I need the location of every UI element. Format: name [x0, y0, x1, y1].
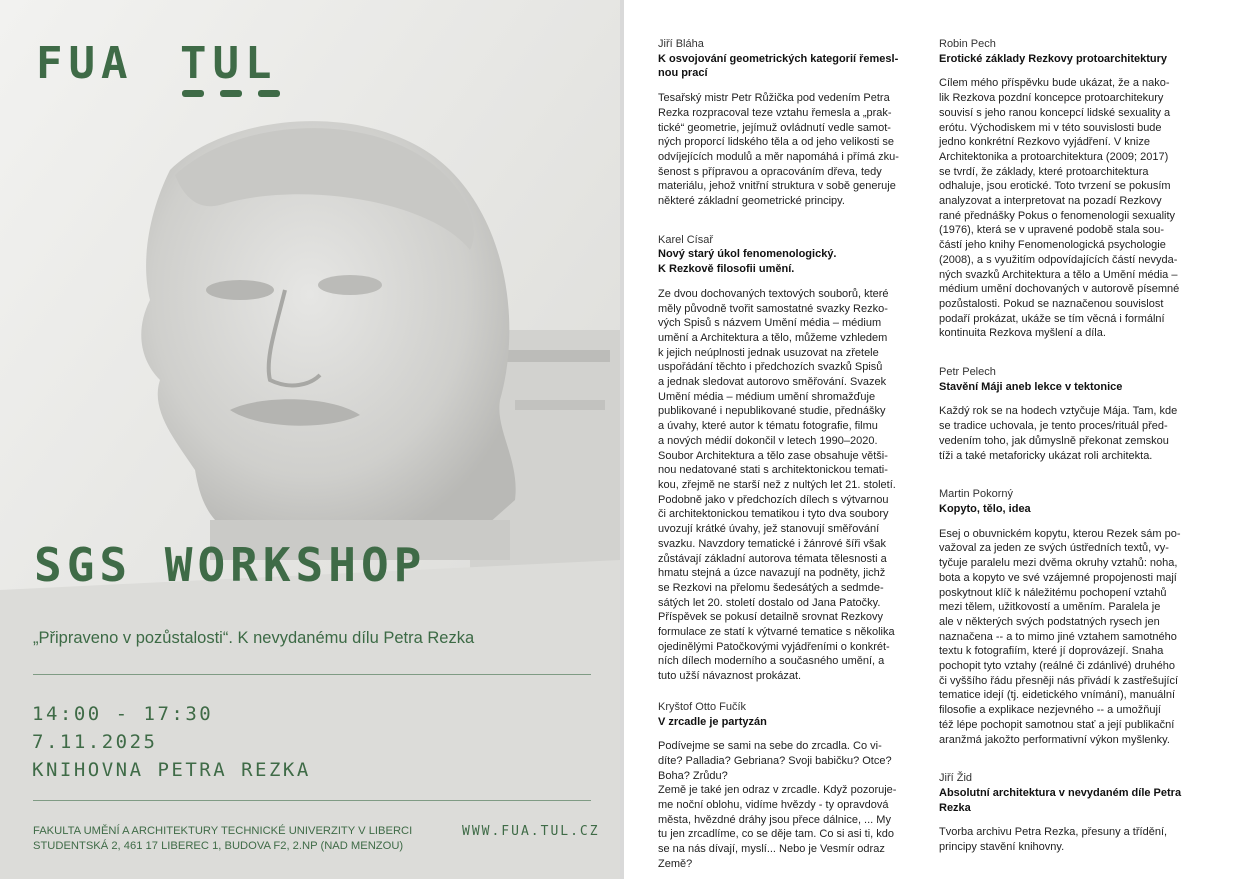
program-column-1: [658, 37, 930, 879]
workshop-subtitle: „Připraveno v pozůstalosti“. K nevydanému dílu Petra Rezka: [33, 629, 475, 647]
talk-abstract: Ze dvou dochovaných textových souborů, které měly původně tvořit samostatné svazky Rezko- vých Spisů s názvem Umění média – médium umění a Architektura a tělo, můžeme vzhledem k jejich neúplnosti jednak usuzovat na zřetele uspořádání těchto i předchozích svazků Spisů a jednak sledovat autorovo směřování. Svazek Umění média – médium umění shromažďuje publikované i nepublikované studie, přednášky a úvahy, které autor k tématu fotografie, filmu a nových médií dokončil v letech 1990–2020. Soubor Architektura a tělo zase obsahuje větši- nou nedatované stati s architektonickou temati- kou, zřejmě ne starší než z nultých let 21. století. Podobně jako v předchozích dílech s výtvarnou či architektonickou tematikou i tyto dva soubory uvozují krátké úvahy, jež stanovují směřování svazku. Navzdory tematické i žánrové šíři však zůstávají základní autorova témata tělesnosti a hmatu stejná a úzce navazují na podněty, jichž se Rezkovi na přelomu šedesátých a sedmde- sátých let 20. století dostalo od Jana Patočky. Příspěvek se pokusí detailně srovnat Rezkovy formulace ze statí k výtvarné tematice s několika ojedinělými Patočkovými vyjádřeními o konkrét- ních dílech moderního a současného umění, a tuto užší návaznost prokázat.: [658, 287, 896, 683]
talk-abstract: Tvorba archivu Petra Rezka, přesuny a třídění, principy stavění knihovny.: [939, 826, 1168, 854]
talk-abstract: Esej o obuvnickém kopytu, kterou Rezek sám po- važoval za jeden ze svých ústředních textů, vy- tyčuje paralelu mezi dvěma okruhy vztahů: noha, bota a kopyto ve své vzájemné propojenosti mají poskytnout klíč k náležitému pochopení vztahů mezi tělem, užitkovostí a uměním. Paralela je ale v některých svých podstatných rysech jen naznačena -- a to mimo jiné vztahem samotného textu k fotografiím, které jí doprovázejí. Snaha pochopit tyto vztahy (reálné či zdánlivé) druhého či vyššího řádu přesněji nás přivádí k zastřešující tematice idejí (tj. eidetického vnímání), manuální filosofie a explikace nezjevného -- a umožňují též lépe pochopit samotnou stať a její publikační aranžmá jakožto performativní výkon myšlenky.: [939, 527, 1181, 746]
logo-tul-text: TUL: [179, 38, 278, 89]
address-line-2: STUDENTSKÁ 2, 461 17 LIBEREC 1, BUDOVA F2, 2.NP (NAD MENZOU): [33, 840, 404, 852]
talk-author: Karel Císař: [658, 233, 714, 246]
event-venue: KNIHOVNA PETRA REZKA: [32, 759, 311, 781]
talk-title: Absolutní architektura v nevydaném díle Petra Rezka: [939, 786, 1182, 814]
talk-title: Erotické základy Rezkovy protoarchitektury: [939, 52, 1168, 65]
talk-title: Nový starý úkol fenomenologický. K Rezkově filosofii umění.: [658, 248, 837, 276]
talk-author: Jiří Žid: [939, 772, 972, 785]
talk-abstract: Tesařský mistr Petr Růžička pod vedením Petra Rezka rozpracoval teze vztahu řemesla a „prak- tické“ geometrie, jejímuž ovládnutí vedle samot- ných proporcí lidského těla a od jeho velikosti se odvíjejících modulů a měr napomáhá i přímá zku- šenost s přípravou a opracováním dřeva, tedy materiálu, jehož vnitřní struktura v sobě generuje některé základní geometrické principy.: [658, 92, 899, 208]
program-column-2: [939, 37, 1211, 871]
website-link[interactable]: WWW.FUA.TUL.CZ: [462, 824, 600, 839]
fua-tul-logo: [36, 38, 277, 98]
logo-fua: FUA: [36, 38, 134, 89]
event-info: [32, 700, 311, 784]
talk-entry: [658, 37, 930, 209]
talk-entry: [939, 365, 1211, 463]
talk-title: V zrcadle je partyzán: [658, 715, 767, 728]
talk-title: Kopyto, tělo, idea: [939, 502, 1031, 515]
talk-abstract: Cílem mého příspěvku bude ukázat, že a nako- lik Rezkova pozdní koncepce protoarchitekury souvisí s jeho ranou koncepcí lidské sexuality a erótu. Východiskem mi v této souvislosti bude jedno konkrétní Rezkovo vyjádření. V knize Architektonika a protoarchitektura (2009; 2017) se tvrdí, že základy, které protoarchitektura odhaluje, jsou erotické. Toto tvrzení se pokusím analyzovat a interpretovat na pozadí Rezkovy rané přednášky Pokus o fenomenologii sexuality (1976), která se v upravené podobě stala sou- částí jeho knihy Fenomenologická psychologie (2008), a s využitím odpovídajících částí nevyda- ných svazků Architektura a tělo a Umění média – médium umění dochovaných v autorově písemné pozůstalosti. Pokud se naznačenou souvislost podaří prokázat, ukáže se tím věcná i formální kontinuita Rezkova myšlení a díla.: [939, 77, 1180, 340]
event-time: 14:00 - 17:30: [32, 703, 214, 725]
divider-bottom: [33, 800, 591, 801]
talk-entry: [939, 37, 1211, 341]
talk-author: Martin Pokorný: [939, 488, 1013, 501]
talk-title: K osvojování geometrických kategorií řemesl- nou prací: [658, 52, 899, 80]
event-date: 7.11.2025: [32, 731, 158, 753]
divider-top: [33, 674, 591, 675]
footer-address: [33, 824, 412, 854]
logo-tul: [180, 38, 277, 89]
left-page: [0, 0, 620, 879]
talk-abstract: Podívejme se sami na sebe do zrcadla. Co vi- díte? Palladia? Gebriana? Svoji babičku? Otce? Boha? Zrůdu? Země je také jen odraz v zrcadle. Když pozoruje- me noční oblohu, vidíme hvězdy - ty opravdová města, hvězdné dráhy jsou přece dálnice, ... My tu jen zrcadlíme, co se děje tam. Co si asi ti, kdo se na nás dívají, myslí... Nebo je Vesmír odraz Země?: [658, 740, 897, 870]
talk-abstract: Každý rok se na hodech vztyčuje Mája. Tam, kde se tradice uchovala, je tento proces/rituál před- vedením toho, jak důmyslně překonat zemskou tíži a také metaforicky ukázat roli architekta.: [939, 405, 1178, 462]
talk-author: Robin Pech: [939, 38, 996, 50]
talk-entry: [939, 771, 1211, 855]
logo-underline: [180, 90, 277, 100]
talk-title: Stavění Máji aneb lekce v tektonice: [939, 380, 1123, 393]
address-line-1: FAKULTA UMĚNÍ A ARCHITEKTURY TECHNICKÉ UNIVERZITY V LIBERCI: [33, 825, 413, 837]
workshop-title: SGS WORKSHOP: [34, 538, 427, 592]
talk-entry: [658, 700, 930, 872]
talk-author: Jiří Bláha: [658, 38, 704, 50]
talk-entry: [939, 487, 1211, 747]
right-page: [624, 0, 1244, 879]
talk-entry: [658, 233, 930, 684]
talk-author: Petr Pelech: [939, 366, 996, 379]
talk-author: Kryštof Otto Fučík: [658, 700, 747, 713]
